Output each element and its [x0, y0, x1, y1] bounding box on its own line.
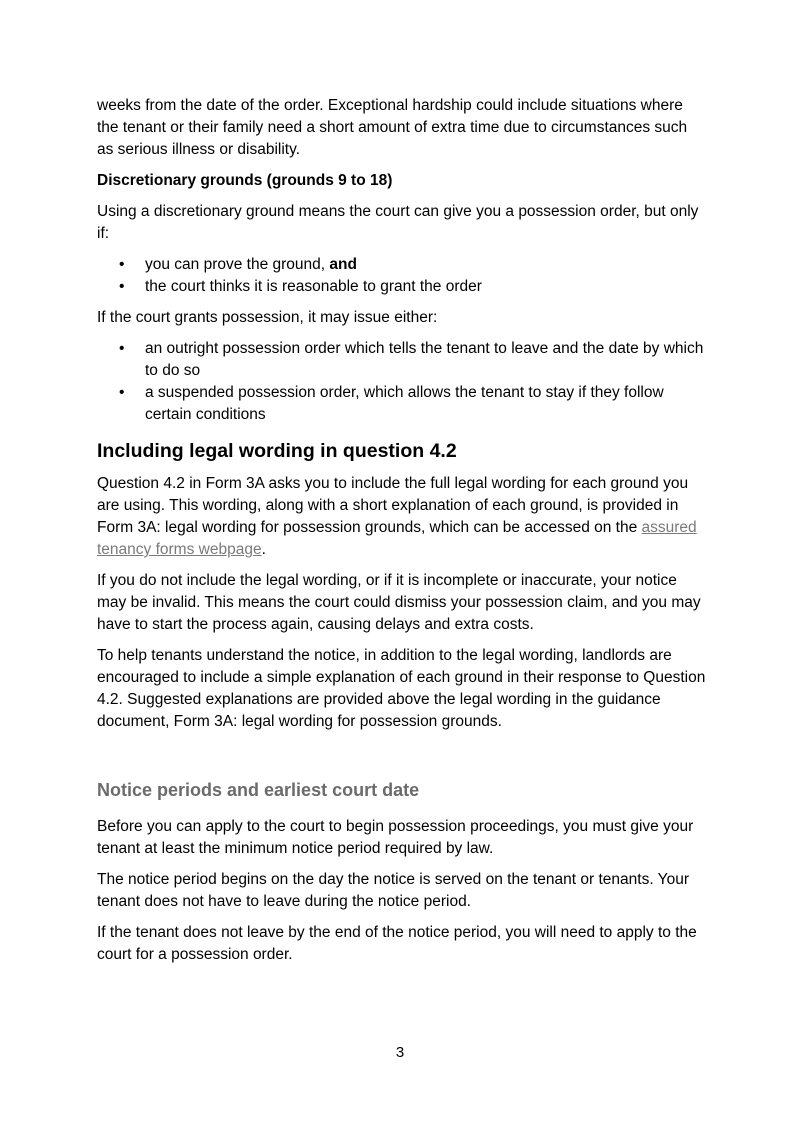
document-page — [97, 95, 707, 975]
notice-periods-paragraph-2: The notice period begins on the day the notice is served on the tenant or tenants. Your tenant does not have to leave during the notice period. — [97, 871, 689, 910]
discretionary-conditions-list — [97, 254, 707, 298]
legal-wording-paragraph-1 — [97, 473, 707, 561]
page-number: 3 — [395, 1044, 405, 1061]
list-item-emphasis: and — [329, 256, 357, 273]
list-item — [97, 254, 707, 276]
notice-periods-paragraph-1: Before you can apply to the court to begin possession proceedings, you must give your tenant at least the minimum notice period required by law. — [97, 818, 694, 857]
list-item-text: an outright possession order which tells the tenant to leave and the date by which to do so — [145, 340, 704, 379]
paragraph-text: . — [261, 541, 266, 558]
court-grants-paragraph: If the court grants possession, it may issue either: — [97, 309, 438, 326]
discretionary-grounds-heading: Discretionary grounds (grounds 9 to 18) — [97, 172, 393, 189]
list-item-text: you can prove the ground, — [145, 256, 330, 273]
assured-tenancy-forms-link[interactable]: assured tenancy forms webpage — [97, 519, 697, 558]
list-item — [97, 382, 707, 426]
notice-periods-paragraph-3: If the tenant does not leave by the end of the notice period, you will need to apply to the court for a possession order. — [97, 924, 697, 963]
bullet-icon: • — [119, 384, 125, 401]
paragraph-text: Question 4.2 in Form 3A asks you to include the full legal wording for each ground you are using. This wording, along with a short explanation of each ground, is provided in Form 3A: legal wording for possession grounds, which can be accessed on the — [97, 475, 689, 536]
discretionary-paragraph: Using a discretionary ground means the court can give you a possession order, but only if: — [97, 203, 699, 242]
legal-wording-heading: Including legal wording in question 4.2 — [97, 440, 457, 462]
list-item-text: a suspended possession order, which allows the tenant to stay if they follow certain conditions — [145, 384, 664, 423]
bullet-icon: • — [119, 340, 125, 357]
legal-wording-paragraph-3: To help tenants understand the notice, in addition to the legal wording, landlords are encouraged to include a simple explanation of each ground in their response to Question 4.2. Suggested explanations are provided above the legal wording in the guidance document, Form 3A: legal wording for possession grounds. — [97, 647, 706, 730]
list-item — [97, 338, 707, 382]
bullet-icon: • — [119, 256, 125, 273]
notice-periods-heading: Notice periods and earliest court date — [97, 780, 420, 800]
bullet-icon: • — [119, 278, 125, 295]
intro-paragraph: weeks from the date of the order. Exceptional hardship could include situations where the tenant or their family need a short amount of extra time due to circumstances such as serious illness or disability. — [97, 97, 688, 158]
list-item — [97, 276, 707, 298]
possession-order-types-list — [97, 338, 707, 426]
legal-wording-paragraph-2: If you do not include the legal wording, or if it is incomplete or inaccurate, your notice may be invalid. This means the court could dismiss your possession claim, and you may have to start the process again, causing delays and extra costs. — [97, 572, 701, 633]
list-item-text: the court thinks it is reasonable to grant the order — [145, 278, 482, 295]
